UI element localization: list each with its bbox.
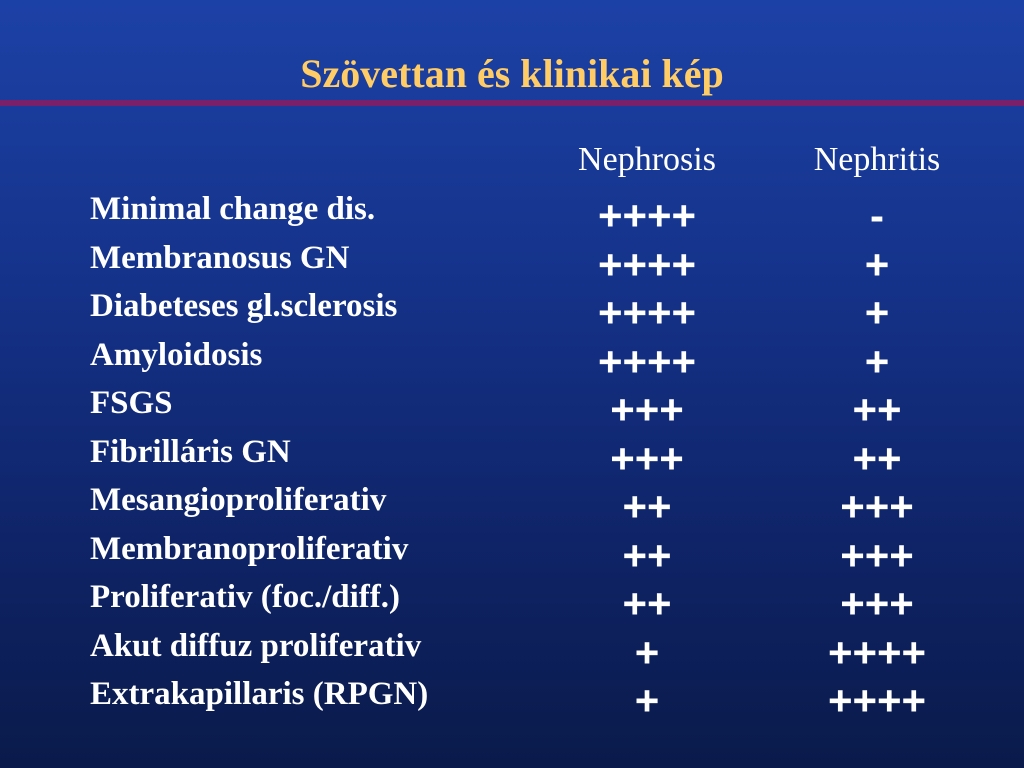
row-nephritis-value: ++++ — [827, 677, 927, 724]
row-nephrosis-value: +++ — [610, 434, 684, 482]
row-nephritis-value: ++ — [852, 386, 902, 433]
row-name: Akut diffuz proliferativ — [90, 627, 422, 664]
table-row — [0, 673, 1024, 722]
table-body — [0, 188, 1024, 722]
row-nephritis-value: - — [870, 192, 884, 239]
table-row — [0, 285, 1024, 334]
row-nephritis-value: +++ — [840, 580, 914, 627]
row-nephritis-value: + — [864, 240, 890, 288]
table-row — [0, 576, 1024, 625]
row-nephrosis-value: + — [634, 628, 660, 676]
table-row — [0, 382, 1024, 431]
row-name: Fibrilláris GN — [90, 433, 291, 470]
row-nephrosis-value: ++++ — [597, 240, 697, 288]
row-nephritis-value: ++++ — [827, 628, 927, 676]
row-nephrosis-value: ++++ — [597, 337, 697, 385]
table-row — [0, 334, 1024, 383]
row-nephritis-value: + — [864, 289, 890, 336]
row-name: Minimal change dis. — [90, 191, 376, 227]
table-row — [0, 188, 1024, 237]
title-divider — [0, 100, 1024, 106]
row-nephrosis-value: ++++ — [597, 289, 697, 336]
row-name: Proliferativ (foc./diff.) — [90, 579, 401, 615]
table-row — [0, 528, 1024, 577]
row-name: Amyloidosis — [90, 336, 263, 373]
row-nephritis-value: +++ — [840, 531, 914, 579]
row-name: Extrakapillaris (RPGN) — [90, 676, 429, 712]
row-nephrosis-value: ++ — [622, 580, 672, 627]
row-nephrosis-value: ++ — [622, 483, 672, 530]
table-row — [0, 479, 1024, 528]
row-nephritis-value: +++ — [840, 483, 914, 530]
row-nephrosis-value: +++ — [610, 386, 684, 433]
row-nephritis-value: ++ — [852, 434, 902, 482]
row-name: FSGS — [90, 385, 173, 421]
column-header-nephrosis: Nephrosis — [578, 141, 716, 178]
slide-title: Szövettan és klinikai kép — [300, 51, 724, 96]
column-header-nephritis: Nephritis — [813, 141, 941, 178]
row-nephrosis-value: + — [634, 677, 660, 724]
row-nephrosis-value: ++++ — [597, 192, 697, 239]
table-row — [0, 625, 1024, 674]
row-name: Diabeteses gl.sclerosis — [90, 288, 398, 324]
row-name: Membranoproliferativ — [90, 530, 409, 567]
table-row — [0, 431, 1024, 480]
row-name: Membranosus GN — [90, 239, 350, 276]
row-name: Mesangioproliferativ — [90, 482, 387, 518]
table-row — [0, 237, 1024, 286]
row-nephrosis-value: ++ — [622, 531, 672, 579]
row-nephritis-value: + — [864, 337, 890, 385]
